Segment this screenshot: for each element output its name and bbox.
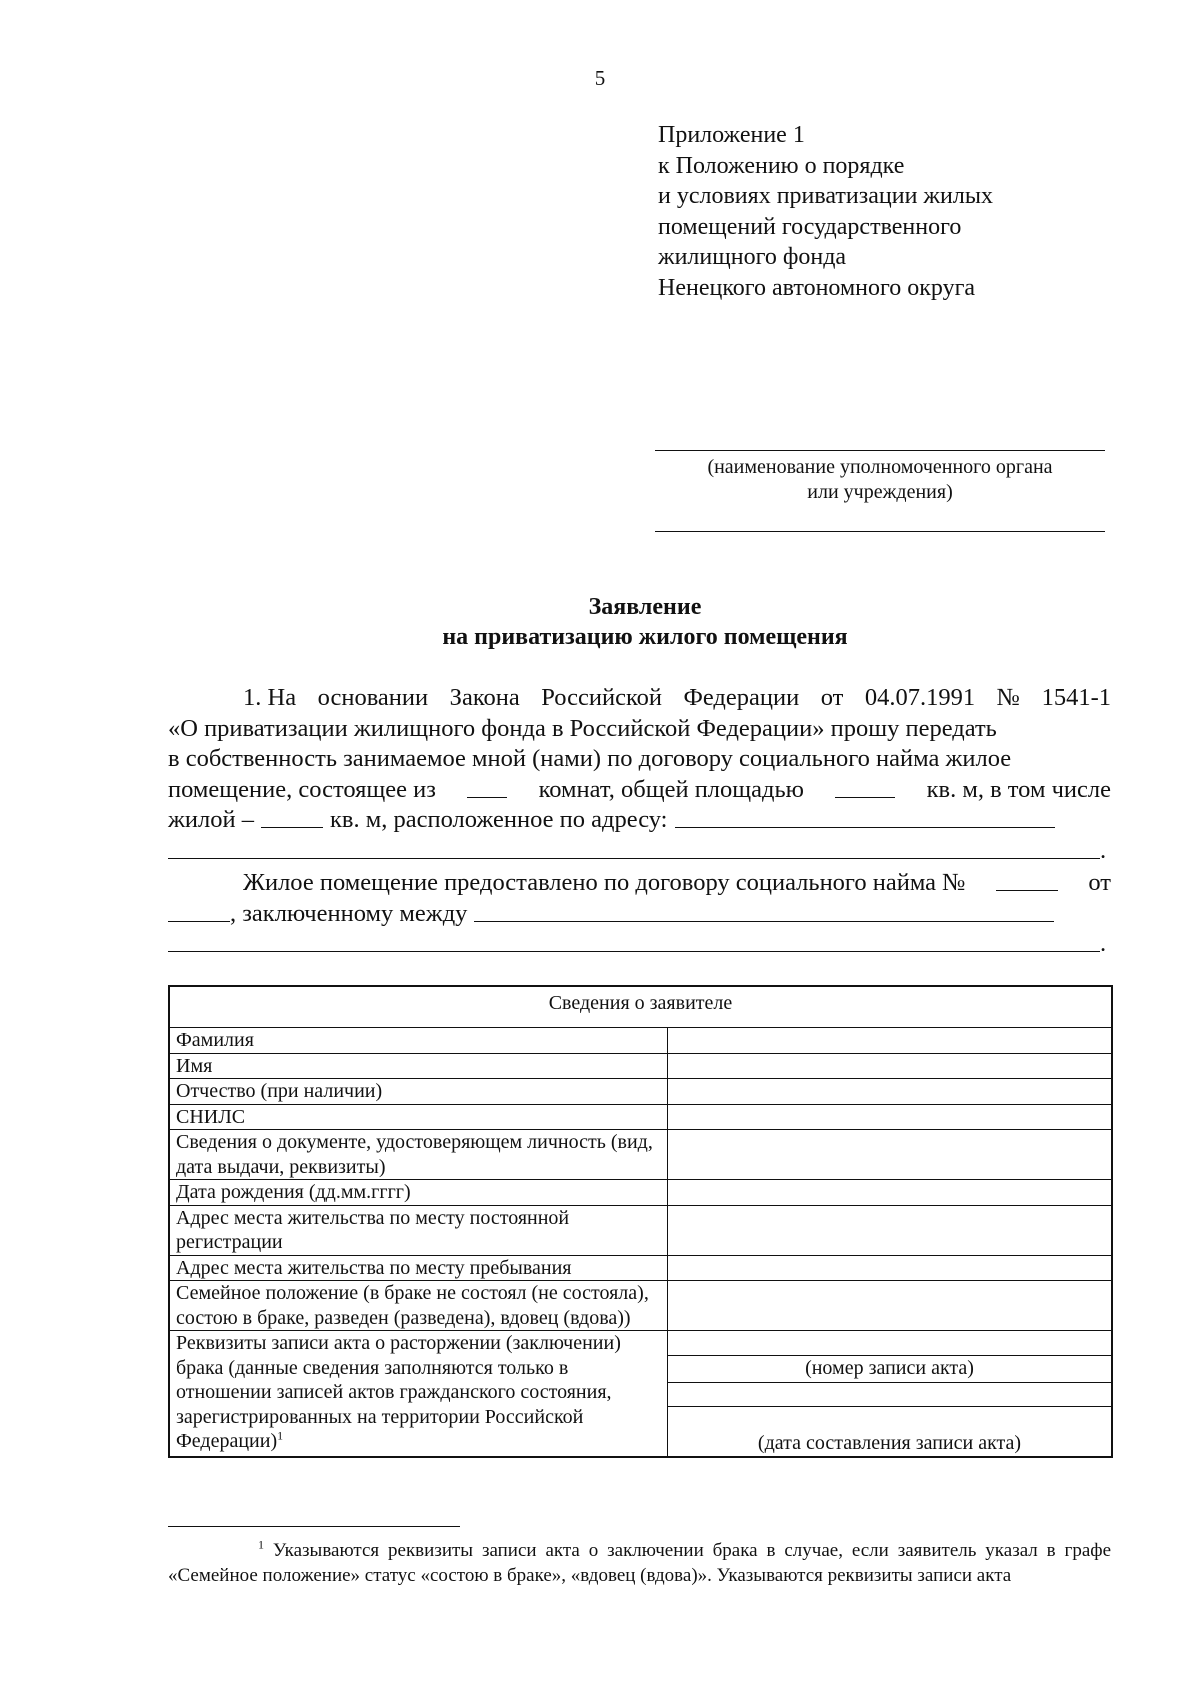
appendix-header [658, 120, 993, 303]
appendix-line: жилищного фонда [658, 244, 847, 270]
rooms-count-field[interactable] [467, 775, 507, 798]
row-label-stay-address: Адрес места жительства по месту пребывания [169, 1255, 668, 1281]
stay-address-value-cell[interactable] [668, 1255, 1113, 1281]
birth-date-value-cell[interactable] [668, 1180, 1113, 1206]
word: от [820, 684, 844, 711]
appendix-line: к Положению о порядке [658, 152, 905, 179]
name-value-cell[interactable] [668, 1053, 1113, 1079]
row-label-identity-document: Сведения о документе, удостоверяющем личность (вид, дата выдачи, реквизиты) [169, 1130, 668, 1180]
table-row [169, 1053, 1112, 1079]
word: 1541-1 [1041, 684, 1111, 711]
word: 04.07.1991 [864, 684, 976, 711]
appendix-line: помещений государственного [658, 213, 962, 240]
organ-name-line-2[interactable] [655, 531, 1105, 532]
word: основании [317, 684, 429, 711]
marital-status-value-cell[interactable] [668, 1281, 1113, 1331]
table-header-row [169, 986, 1112, 1028]
footnote-text: Указываются реквизиты записи акта о заключении брака в случае, если заявитель указал в графе «Семейное положение» статус «состою в браке», «вдовец (вдова)». Указываются реквизиты записи акта [168, 1540, 1111, 1586]
text-fragment: от [1088, 869, 1111, 896]
address-field[interactable] [675, 805, 1055, 828]
act-number-input[interactable] [668, 1331, 1111, 1356]
contract-parties-field[interactable] [474, 899, 1054, 922]
word: № [996, 684, 1021, 711]
act-number-caption: (номер записи акта) [668, 1356, 1111, 1383]
word: 1. На [243, 684, 297, 711]
paragraph-1-line-5 [168, 805, 1111, 836]
row-label-name: Имя [169, 1053, 668, 1079]
applicant-info-table [168, 985, 1113, 1458]
contract-date-field[interactable] [168, 899, 230, 922]
text-fragment: Жилое помещение предоставлено по договору социального найма № [243, 869, 966, 896]
organ-name-line[interactable] [655, 450, 1105, 451]
table-row [169, 1205, 1112, 1255]
row-label-birth-date: Дата рождения (дд.мм.гггг) [169, 1180, 668, 1206]
document-title [0, 592, 1200, 652]
living-area-field[interactable] [261, 805, 323, 828]
surname-value-cell[interactable] [668, 1028, 1113, 1054]
title-line2: на приватизацию жилого помещения [442, 624, 848, 650]
table-row [169, 1180, 1112, 1206]
paragraph-1-line-3 [168, 744, 1111, 775]
organ-caption-line2: или учреждения) [807, 481, 953, 503]
table-row [169, 1331, 1112, 1458]
table-row [169, 1255, 1112, 1281]
text-fragment: кв. м, расположенное по адресу: [330, 806, 668, 833]
total-area-field[interactable] [835, 775, 895, 798]
act-date-caption: (дата составления записи акта) [757, 1432, 1022, 1454]
patronymic-value-cell[interactable] [668, 1079, 1113, 1105]
contract-number-field[interactable] [996, 868, 1058, 891]
table-header: Сведения о заявителе [169, 986, 1112, 1028]
text-line: «О приватизации жилищного фонда в Российской Федерации» прошу передать [168, 714, 997, 742]
row-label-surname: Фамилия [169, 1028, 668, 1054]
row-label-marriage-act [169, 1331, 668, 1458]
organ-name-caption [655, 455, 1105, 505]
marriage-act-label: Реквизиты записи акта о расторжении (заключении) брака (данные сведения заполняются только в отношении записей актов гражданского состояния, зарегистрированных на территории Российской Федерации) [176, 1332, 621, 1452]
paragraph-2-line-1 [168, 868, 1111, 899]
text-fragment: помещение, состоящее из [168, 775, 436, 803]
footnote-number: 1 [258, 1537, 264, 1552]
word: Российской [541, 684, 662, 711]
paragraph-2-line-2 [168, 899, 1111, 930]
paragraph-1-line-6 [168, 836, 1111, 867]
period: . [1100, 930, 1107, 957]
marriage-act-value-cell [668, 1331, 1113, 1458]
appendix-line: и условиях приватизации жилых [658, 183, 993, 209]
period: . [1100, 836, 1107, 864]
table-row [169, 1281, 1112, 1331]
organ-caption-line1: (наименование уполномоченного органа [707, 456, 1053, 478]
table-row [169, 1104, 1112, 1130]
paragraph-2-line-3 [168, 929, 1111, 960]
word: Федерации [683, 684, 800, 711]
page-number: 5 [594, 66, 606, 90]
paragraph-1-line-1 [168, 683, 1111, 714]
row-label-marital-status: Семейное положение (в браке не состоял (не состояла), состою в браке, разведен (разведена), вдовец (вдова)) [169, 1281, 668, 1331]
table-row [169, 1130, 1112, 1180]
text-fragment: кв. м, в том числе [926, 775, 1111, 803]
footnote-mark: 1 [277, 1428, 284, 1443]
snils-value-cell[interactable] [668, 1104, 1113, 1130]
paragraph-1 [168, 683, 1111, 866]
contract-parties-field-continued[interactable] [168, 929, 1100, 952]
appendix-line: Ненецкого автономного округа [658, 274, 976, 301]
table-row [169, 1028, 1112, 1054]
appendix-line: Приложение 1 [658, 122, 805, 148]
row-label-permanent-address: Адрес места жительства по месту постоянной регистрации [169, 1205, 668, 1255]
text-fragment: комнат, общей площадью [538, 775, 804, 803]
text-fragment: , заключенному между [230, 899, 468, 927]
paragraph-1-line-4 [168, 775, 1111, 806]
paragraph-2 [168, 868, 1111, 960]
word: Закона [449, 684, 520, 711]
row-label-snils: СНИЛС [169, 1104, 668, 1130]
address-field-continued[interactable] [168, 836, 1100, 859]
permanent-address-value-cell[interactable] [668, 1205, 1113, 1255]
text-line: в собственность занимаемое мной (нами) по договору социального найма жилое [168, 745, 1012, 772]
title-line1: Заявление [588, 594, 702, 620]
identity-document-value-cell[interactable] [668, 1130, 1113, 1180]
paragraph-1-line-2 [168, 714, 1111, 745]
act-date-input[interactable] [668, 1407, 1111, 1456]
text-fragment: жилой – [168, 806, 255, 833]
footnote-separator [168, 1526, 460, 1527]
row-label-patronymic: Отчество (при наличии) [169, 1079, 668, 1105]
footnote [168, 1538, 1111, 1588]
act-date-spacer [668, 1383, 1111, 1407]
table-row [169, 1079, 1112, 1105]
